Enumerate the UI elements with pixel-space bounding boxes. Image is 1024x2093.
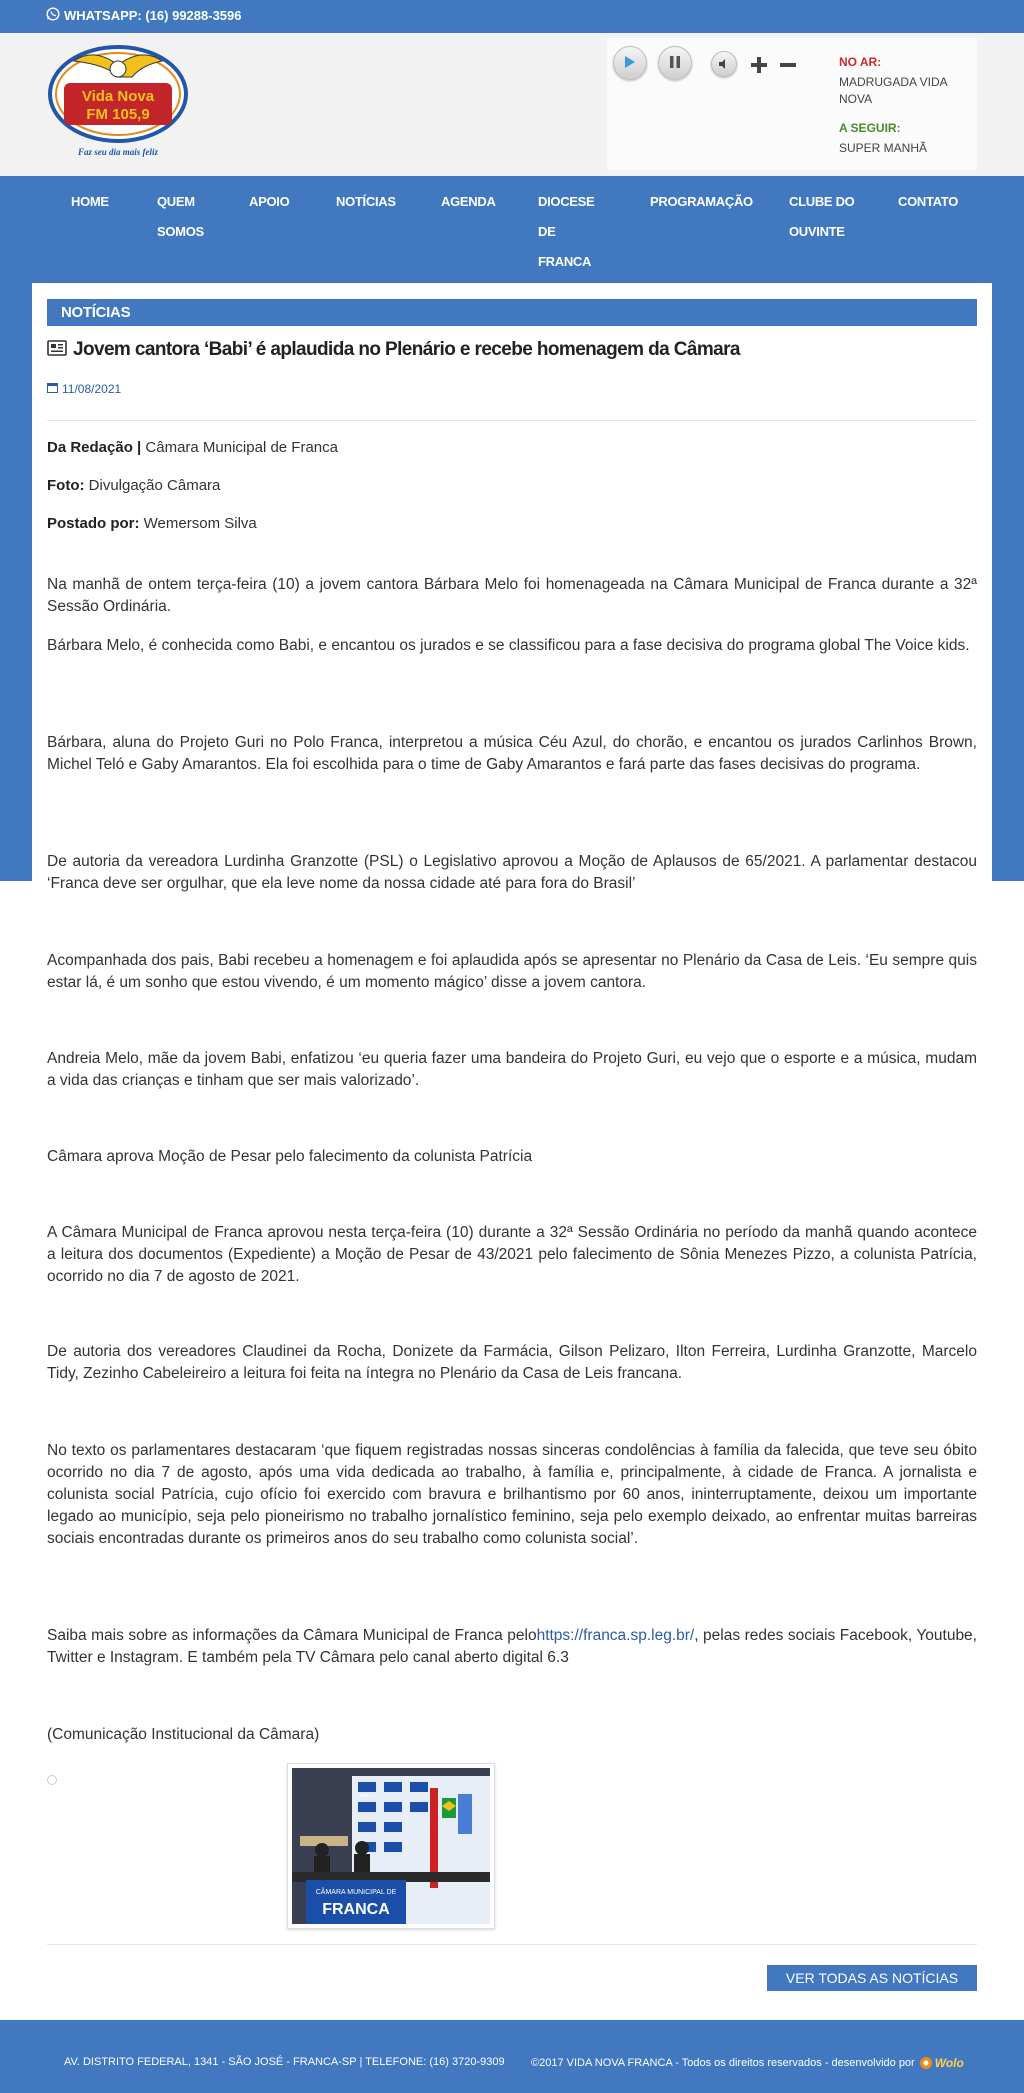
pause-icon [669,54,681,73]
on-air-label: NO AR: [839,55,882,69]
mute-button[interactable] [711,51,737,77]
speaker-icon [718,55,730,74]
photo-caption-2: FRANCA [322,1901,390,1918]
calendar-icon [47,382,58,396]
nav-home[interactable]: HOME [71,194,109,209]
volume-up-button[interactable] [750,56,768,78]
plus-icon [750,59,768,78]
article-photo[interactable] [287,1763,495,1929]
developer-logo[interactable] [919,2056,964,2070]
paragraph: Andreia Melo, mãe da jovem Babi, enfatizou ‘eu queria fazer uma bandeira do Projeto Guri, eu vejo que o esporte e a música, mudam a vida das crianças e tinham que ser mais valorizado’. [47,1050,977,1089]
meta-source: Da Redação | Câmara Municipal de Franca [47,439,338,456]
photo-caption-1: CÂMARA MUNICIPAL DE [315,1889,397,1896]
paragraph: Bárbara Melo, é conhecida como Babi, e encantou os jurados e se classificou para a fase decisiva do programa global The Voice kids. [47,637,970,654]
nav-programacao[interactable]: PROGRAMAÇÃO [650,194,753,209]
paragraph-more-info: Saiba mais sobre as informações da Câmara Municipal de Franca pelohttps://franca.sp.leg.br/, pelas redes sociais Facebook, Youtube, Twitter e Instagram. E também pela TV Câmara pelo canal aberto digital 6.3 [47,1627,977,1666]
header [0,33,1024,176]
whatsapp-link[interactable] [46,7,242,24]
nav-noticias[interactable]: NOTÍCIAS [336,194,396,209]
photo-bg-word: FRANCA [358,1793,376,1798]
whatsapp-icon [46,7,60,24]
gallery-dot[interactable] [47,1775,57,1785]
paragraph: Câmara aprova Moção de Pesar pelo falecimento da colunista Patrícia [47,1148,533,1165]
logo-tagline: Faz seu dia mais feliz [77,147,159,157]
meta-photo: Foto: Divulgação Câmara [47,477,221,494]
paragraph: Na manhã de ontem terça-feira (10) a jovem cantora Bárbara Melo foi homenageada na Câmara Municipal de Franca durante a 32ª Sessão Ordinária. [47,576,977,615]
divider [47,1944,977,1945]
divider [47,420,977,421]
section-title: NOTÍCIAS [47,299,977,326]
credit: (Comunicação Institucional da Câmara) [47,1726,320,1743]
nav-diocese[interactable]: DIOCESE DE FRANCA [538,194,595,269]
footer-address: AV. DISTRITO FEDERAL, 1341 - SÃO JOSÉ - FRANCA-SP | TELEFONE: (16) 3720-9309 [64,2056,505,2068]
nav-clube[interactable]: CLUBE DO OUVINTE [789,194,855,239]
footer [0,2020,1024,2093]
nav-contato[interactable]: CONTATO [898,194,959,209]
camara-link[interactable]: https://franca.sp.leg.br/ [536,1627,695,1644]
play-icon [624,54,636,73]
top-bar [0,0,1024,33]
paragraph: A Câmara Municipal de Franca aprovou nesta terça-feira (10) durante a 32ª Sessão Ordinária no período da manhã quando acontece a leitura dos documentos (Expediente) a Moção de Pesar de 43/2021 pelo falecimento de Sônia Menezes Pizzo, a colunista Patrícia, ocorrido no dia 7 de agosto de 2021. [47,1224,977,1285]
minus-icon [779,59,797,78]
station-logo[interactable] [44,39,192,159]
article-container [32,283,992,2020]
on-air-program: MADRUGADA VIDA NOVA [839,75,948,106]
play-button[interactable] [613,46,647,80]
date-text: 11/08/2021 [62,382,122,396]
see-all-news-button[interactable]: VER TODAS AS NOTÍCIAS [767,1965,977,1991]
next-program: SUPER MANHÃ [839,141,928,155]
logo-name-1: Vida Nova [81,88,155,105]
article-date [47,382,121,396]
paragraph: Acompanhada dos pais, Babi recebeu a homenagem e foi aplaudida após se apresentar no Plenário da Casa de Leis. ‘Eu sempre quis estar lá, é um sonho que estou vivendo, é um momento mágico’ disse a jovem cantora. [47,952,977,991]
footer-copyright: ©2017 VIDA NOVA FRANCA - Todos os direitos reservados - desenvolvido por Wolo [531,2056,964,2070]
next-label: A SEGUIR: [839,121,901,135]
newspaper-icon [47,340,67,360]
paragraph: De autoria dos vereadores Claudinei da Rocha, Donizete da Farmácia, Gilson Pelizaro, Ilton Ferreira, Lurdinha Granzotte, Marcelo Tidy, Zezinho Cabeleireiro a leitura foi feita na íntegra no Plenário da Casa de Leis francana. [47,1343,977,1382]
whatsapp-number: WHATSAPP: (16) 99288-3596 [64,8,242,23]
main-nav [0,176,1024,283]
nav-apoio[interactable]: APOIO [249,194,290,209]
volume-down-button[interactable] [779,56,797,78]
radio-player [607,38,977,170]
pause-button[interactable] [658,46,692,80]
developer-name: Wolo [934,2056,964,2070]
paragraph: No texto os parlamentares destacaram ‘que fiquem registradas nossas sinceras condolências à família da falecida, que teve seu óbito ocorrido no dia 7 de agosto, após uma vida dedicada ao trabalho, à família e, principalmente, à cidade de Franca. A jornalista e colunista social Patrícia, cujo ofício foi exercido com bravura e brilhantismo por 60 anos, ininterruptamente, deixou um importante legado ao município, seja pelo pioneirismo no trabalho jornalístico feminino, seja pelo exemplo deixado, ao enfrentar muitas barreiras sociais encontradas durante os primeiros anos do seu trabalho como colunista social’. [47,1442,977,1547]
paragraph: De autoria da vereadora Lurdinha Granzotte (PSL) o Legislativo aprovou a Moção de Aplausos de 65/2021. A parlamentar destacou ‘Franca deve ser orgulhar, que ela leve nome da nossa cidade até para fora do Brasil’ [47,853,977,892]
article-title: Jovem cantora ‘Babi’ é aplaudida no Plenário e recebe homenagem da Câmara [73,339,740,360]
article-headline [47,339,977,361]
logo-name-2: FM 105,9 [86,106,150,123]
nav-agenda[interactable]: AGENDA [441,194,496,209]
nav-quem-somos[interactable]: QUEM SOMOS [157,194,204,239]
paragraph: Bárbara, aluna do Projeto Guri no Polo Franca, interpretou a música Céu Azul, do chorão, e encantou os jurados Carlinhos Brown, Michel Teló e Gaby Amarantos. Ela foi escolhida para o time de Gaby Amarantos e fará parte das fases decisivas do programa. [47,734,977,773]
meta-posted: Postado por: Wemersom Silva [47,515,257,532]
